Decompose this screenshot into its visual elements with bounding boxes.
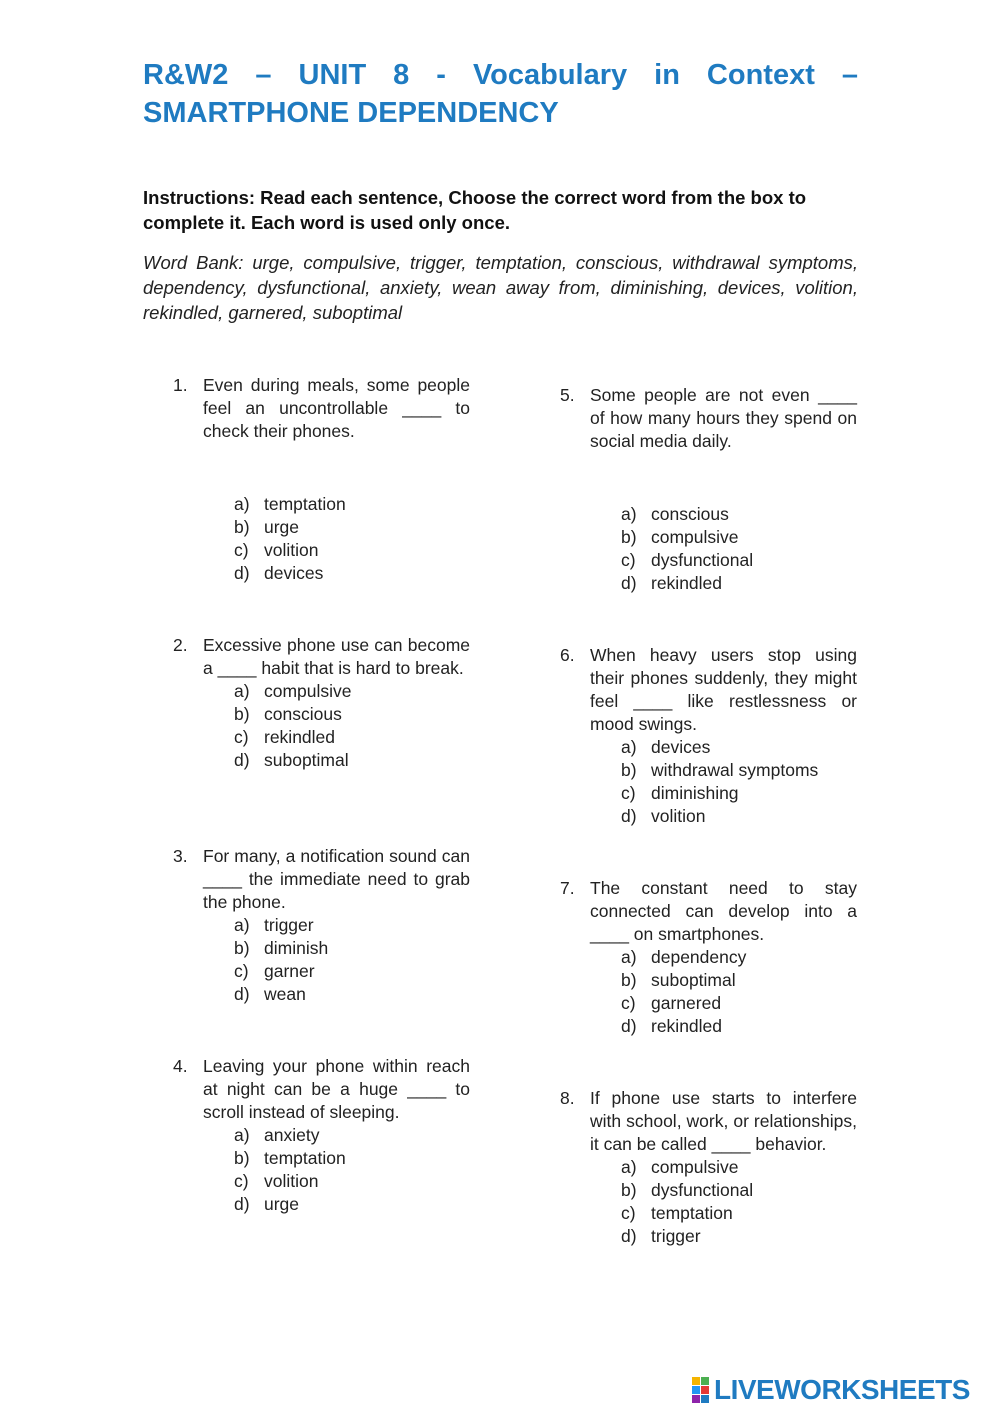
option-letter: b) [621,527,637,547]
answer-options [560,503,857,595]
option-text: devices [264,563,324,583]
option-letter: d) [234,1194,250,1214]
option-text: conscious [264,704,342,724]
question-3 [173,845,470,1006]
option-text: anxiety [264,1125,320,1145]
answer-option[interactable] [234,1170,470,1193]
question-stem: Leaving your phone within reach at night can be a huge ____ to scroll instead of sleeping. [203,1056,470,1122]
answer-option[interactable] [234,914,470,937]
option-letter: c) [234,540,249,560]
answer-option[interactable] [621,503,857,526]
answer-option[interactable] [621,805,857,828]
option-letter: a) [621,947,637,967]
option-letter: b) [621,970,637,990]
word-bank: Word Bank: urge, compulsive, trigger, temptation, conscious, withdrawal symptoms, dependency, dysfunctional, anxiety, wean away from, diminishing, devices, volition, rekindled, garnered, suboptimal [143,252,858,323]
answer-option[interactable] [621,1202,857,1225]
option-letter: b) [621,1180,637,1200]
answer-options [560,946,857,1038]
option-letter: b) [621,760,637,780]
option-text: rekindled [651,573,723,593]
option-text: dysfunctional [651,550,754,570]
question-stem: For many, a notification sound can ____ the immediate need to grab the phone. [203,846,470,912]
option-text: temptation [264,494,346,514]
option-text: devices [651,737,711,757]
question-5 [560,384,857,595]
answer-option[interactable] [621,526,857,549]
question-2 [173,634,470,772]
instructions: Instructions: Read each sentence, Choose the correct word from the box to complete it. Each word is used only once. [143,187,807,233]
option-letter: d) [621,573,637,593]
question-stem: If phone use starts to interfere with school, work, or relationships, it can be called ____ behavior. [590,1088,857,1154]
option-letter: c) [621,783,636,803]
option-text: temptation [264,1148,346,1168]
answer-option[interactable] [234,680,470,703]
answer-option[interactable] [621,572,857,595]
option-letter: a) [234,681,250,701]
answer-option[interactable] [621,969,857,992]
option-letter: a) [621,504,637,524]
answer-option[interactable] [234,983,470,1006]
option-letter: d) [234,563,250,583]
option-letter: c) [234,1171,249,1191]
option-letter: c) [234,961,249,981]
option-text: dependency [651,947,747,967]
question-number: 7. [560,878,575,898]
answer-options [173,493,470,585]
option-text: conscious [651,504,729,524]
question-number: 2. [173,635,188,655]
answer-option[interactable] [621,549,857,572]
option-letter: d) [621,806,637,826]
option-text: diminishing [651,783,739,803]
question-6 [560,644,857,828]
option-letter: b) [234,704,250,724]
answer-option[interactable] [621,992,857,1015]
answer-options [173,914,470,1006]
question-stem: When heavy users stop using their phones suddenly, they might feel ____ like restlessness or mood swings. [590,645,857,734]
answer-option[interactable] [234,726,470,749]
logo-text: LIVEWORKSHEETS [714,1374,970,1405]
option-text: compulsive [651,1157,739,1177]
option-letter: d) [621,1226,637,1246]
question-number: 4. [173,1056,188,1076]
answer-option[interactable] [234,1124,470,1147]
option-letter: b) [234,1148,250,1168]
option-letter: b) [234,517,250,537]
answer-option[interactable] [621,946,857,969]
question-number: 6. [560,645,575,665]
option-text: suboptimal [651,970,736,990]
liveworksheets-logo [692,1376,970,1404]
option-text: wean [264,984,306,1004]
question-1 [173,374,470,585]
answer-option[interactable] [621,1225,857,1248]
question-4 [173,1055,470,1216]
question-number: 1. [173,375,188,395]
question-8 [560,1087,857,1248]
option-letter: a) [621,737,637,757]
answer-option[interactable] [234,749,470,772]
option-text: volition [651,806,706,826]
liveworksheets-logo-icon [692,1377,709,1403]
answer-option[interactable] [621,736,857,759]
answer-option[interactable] [621,782,857,805]
option-text: garnered [651,993,722,1013]
option-letter: a) [234,494,250,514]
option-letter: c) [621,1203,636,1223]
answer-option[interactable] [234,516,470,539]
question-number: 5. [560,385,575,405]
option-text: trigger [264,915,314,935]
option-text: urge [264,1194,300,1214]
option-letter: c) [621,993,636,1013]
answer-option[interactable] [234,703,470,726]
answer-option[interactable] [621,1179,857,1202]
answer-option[interactable] [621,1015,857,1038]
question-stem: The constant need to stay connected can develop into a ____ on smartphones. [590,878,857,944]
option-text: volition [264,540,319,560]
question-stem: Some people are not even ____ of how many hours they spend on social media daily. [590,385,857,451]
option-letter: a) [621,1157,637,1177]
question-stem: Excessive phone use can become a ____ habit that is hard to break. [203,635,470,678]
option-text: compulsive [264,681,352,701]
option-text: withdrawal symptoms [651,760,819,780]
option-text: rekindled [651,1016,723,1036]
option-letter: b) [234,938,250,958]
option-text: diminish [264,938,329,958]
answer-option[interactable] [621,1156,857,1179]
option-letter: c) [621,550,636,570]
option-letter: a) [234,915,250,935]
page-title: R&W2 – UNIT 8 - Vocabulary in Context – SMARTPHONE DEPENDENCY [143,59,858,129]
answer-option[interactable] [234,1193,470,1216]
answer-options [173,680,470,772]
question-number: 3. [173,846,188,866]
answer-option[interactable] [234,937,470,960]
question-stem: Even during meals, some people feel an uncontrollable ____ to check their phones. [203,375,470,441]
answer-option[interactable] [234,960,470,983]
option-letter: c) [234,727,249,747]
option-text: suboptimal [264,750,349,770]
option-text: garner [264,961,315,981]
answer-options [173,1124,470,1216]
option-letter: a) [234,1125,250,1145]
option-text: urge [264,517,300,537]
option-text: compulsive [651,527,739,547]
option-letter: d) [234,984,250,1004]
question-7 [560,877,857,1038]
option-letter: d) [234,750,250,770]
option-text: rekindled [264,727,336,747]
question-number: 8. [560,1088,575,1108]
answer-option[interactable] [621,759,857,782]
option-text: temptation [651,1203,733,1223]
answer-options [560,1156,857,1248]
option-letter: d) [621,1016,637,1036]
option-text: volition [264,1171,319,1191]
answer-option[interactable] [234,562,470,585]
option-text: trigger [651,1226,701,1246]
answer-options [560,736,857,828]
answer-option[interactable] [234,493,470,516]
answer-option[interactable] [234,1147,470,1170]
option-text: dysfunctional [651,1180,754,1200]
answer-option[interactable] [234,539,470,562]
